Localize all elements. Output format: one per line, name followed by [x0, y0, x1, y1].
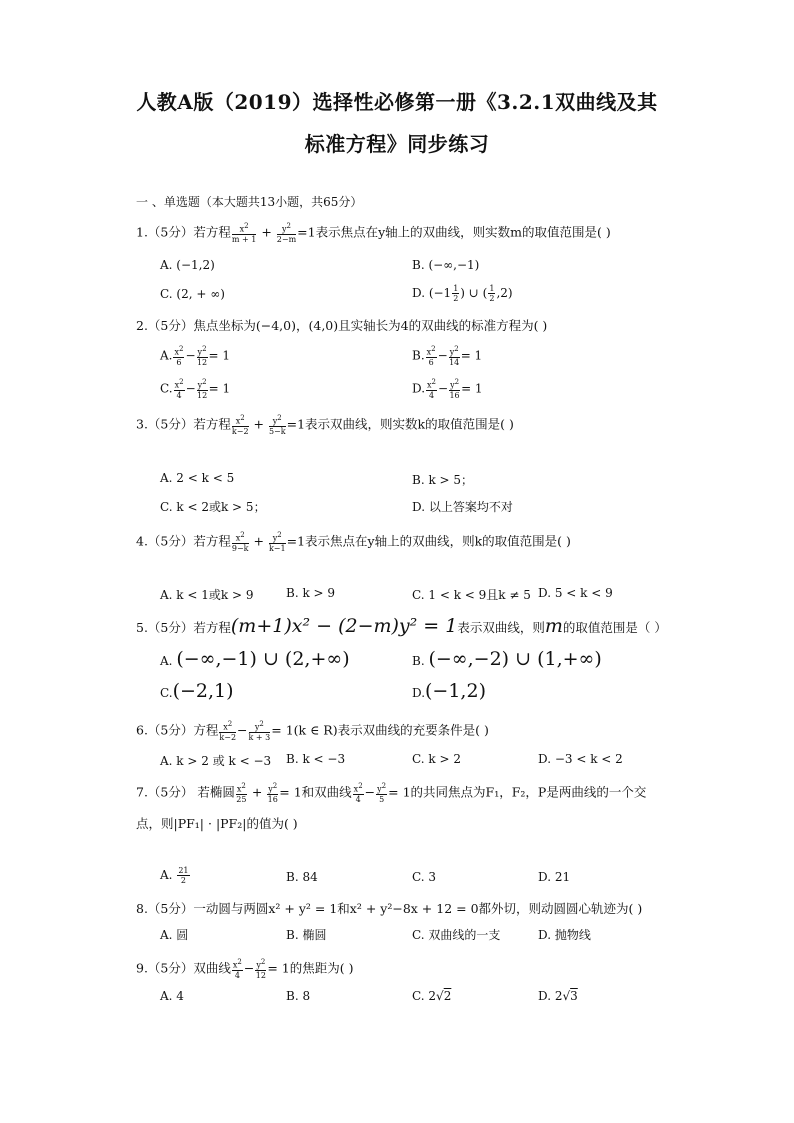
q6-option-d[interactable]: D. −3 < k < 2: [538, 752, 623, 766]
q2-option-b[interactable]: B. $\frac{x^2}{6}$ − $\frac{y^2}{14}$ = 1: [412, 345, 483, 367]
question-3: 3.（5分）若方程 $\frac{x^2}{k-2}$ + $\frac{y^2}{5-k}$ =1表示双曲线，则实数k的取值范围是( ): [136, 414, 514, 436]
question-5: 5.（5分）若方程(m+1)x² − (2−m)y² = 1表示双曲线，则m的取值范围是（ ）: [136, 615, 667, 637]
title-line-2: 标准方程》同步练习: [304, 132, 490, 156]
q5-option-c[interactable]: C.(−2,1): [160, 680, 234, 702]
q9-option-a[interactable]: A. 4: [160, 989, 184, 1003]
q4-option-d[interactable]: D. 5 < k < 9: [538, 586, 613, 600]
q2-option-d[interactable]: D. $\frac{x^2}{4}$ − $\frac{y^2}{16}$ = 1: [412, 378, 483, 400]
section-header: 一 、单选题（本大题共13小题，共65分）: [136, 195, 363, 209]
question-9: 9.（5分）双曲线 $\frac{x^2}{4}$ − $\frac{y^2}{12}$ = 1的焦距为( ): [136, 958, 354, 980]
question-4: 4.（5分）若方程 $\frac{x^2}{9-k}$ + $\frac{y^2}{k-1}$ =1表示焦点在y轴上的双曲线，则k的取值范围是( ): [136, 531, 571, 553]
q5-equation: (m+1)x² − (2−m)y² = 1: [230, 615, 458, 637]
q1-option-c[interactable]: C. (2, + ∞): [160, 287, 225, 301]
q5-option-b[interactable]: B. (−∞,−2) ∪ (1,+∞): [412, 648, 602, 670]
q7-option-b[interactable]: B. 84: [286, 870, 318, 884]
q8-option-a[interactable]: A. 圆: [160, 928, 189, 942]
q1-option-d[interactable]: D. (−1 $\frac{1}{2}$ ) ∪ ( $\frac{1}{2}$ ,2): [412, 284, 513, 303]
q7-option-a[interactable]: A. $\frac{21}{2}$: [160, 866, 189, 885]
q2-option-c[interactable]: C. $\frac{x^2}{4}$ − $\frac{y^2}{12}$ = 1: [160, 378, 231, 400]
q6-option-a[interactable]: A. k > 2 或 k < −3: [160, 754, 272, 768]
q3-option-b[interactable]: B. k > 5；: [412, 473, 474, 487]
q3-option-d[interactable]: D. 以上答案均不对: [412, 500, 513, 514]
title-line-1: 人教A版（2019）选择性必修第一册《3.2.1双曲线及其: [136, 90, 658, 114]
q9-option-d[interactable]: D. 2√3: [538, 989, 578, 1003]
q6-option-c[interactable]: C. k > 2: [412, 752, 461, 766]
q7-option-c[interactable]: C. 3: [412, 870, 437, 884]
q4-option-c[interactable]: C. 1 < k < 9且k ≠ 5: [412, 588, 531, 602]
question-8: 8.（5分）一动圆与两圆x² + y² = 1和x² + y²−8x + 12 = 0都外切，则动圆圆心轨迹为( ): [136, 901, 643, 916]
q6-option-b[interactable]: B. k < −3: [286, 752, 346, 766]
q2-option-a[interactable]: A. $\frac{x^2}{6}$ − $\frac{y^2}{12}$ = 1: [160, 345, 231, 367]
q8-option-c[interactable]: C. 双曲线的一支: [412, 928, 501, 942]
q1-option-a[interactable]: A. (−1,2): [160, 258, 215, 272]
q9-option-c[interactable]: C. 2√2: [412, 989, 452, 1003]
q3-option-c[interactable]: C. k < 2或k > 5；: [160, 500, 266, 514]
q4-option-b[interactable]: B. k > 9: [286, 586, 336, 600]
q9-option-b[interactable]: B. 8: [286, 989, 311, 1003]
q8-option-d[interactable]: D. 抛物线: [538, 928, 591, 942]
question-2: 2.（5分）焦点坐标为(−4,0)，(4,0)且实轴长为4的双曲线的标准方程为( ): [136, 318, 548, 333]
q7-option-d[interactable]: D. 21: [538, 870, 571, 884]
question-7-line-2: 点，则|PF₁| · |PF₂|的值为( ): [136, 816, 298, 831]
question-6: 6.（5分）方程 $\frac{x^2}{k-2}$ − $\frac{y^2}{k + 3}$ = 1(k ∈ R)表示双曲线的充要条件是( ): [136, 720, 489, 742]
q4-option-a[interactable]: A. k < 1或k > 9: [160, 588, 254, 602]
q5-option-d[interactable]: D.(−1,2): [412, 680, 486, 702]
question-7: 7.（5分） 若椭圆 $\frac{x^2}{25}$ + $\frac{y^2}{16}$ = 1和双曲线 $\frac{x^2}{4}$ − $\frac{y^2}{5}$ = 1的共同焦点为F₁，F₂，P是两曲线的一个交: [136, 782, 647, 804]
q1-option-b[interactable]: B. (−∞,−1): [412, 258, 480, 272]
q5-option-a[interactable]: A. (−∞,−1) ∪ (2,+∞): [160, 648, 350, 670]
q8-option-b[interactable]: B. 椭圆: [286, 928, 327, 942]
q3-option-a[interactable]: A. 2 < k < 5: [160, 471, 235, 485]
question-1: 1.（5分）若方程 $\frac{x^2}{m + 1}$ + $\frac{y^2}{2-m}$ =1表示焦点在y轴上的双曲线，则实数m的取值范围是( ): [136, 222, 611, 244]
